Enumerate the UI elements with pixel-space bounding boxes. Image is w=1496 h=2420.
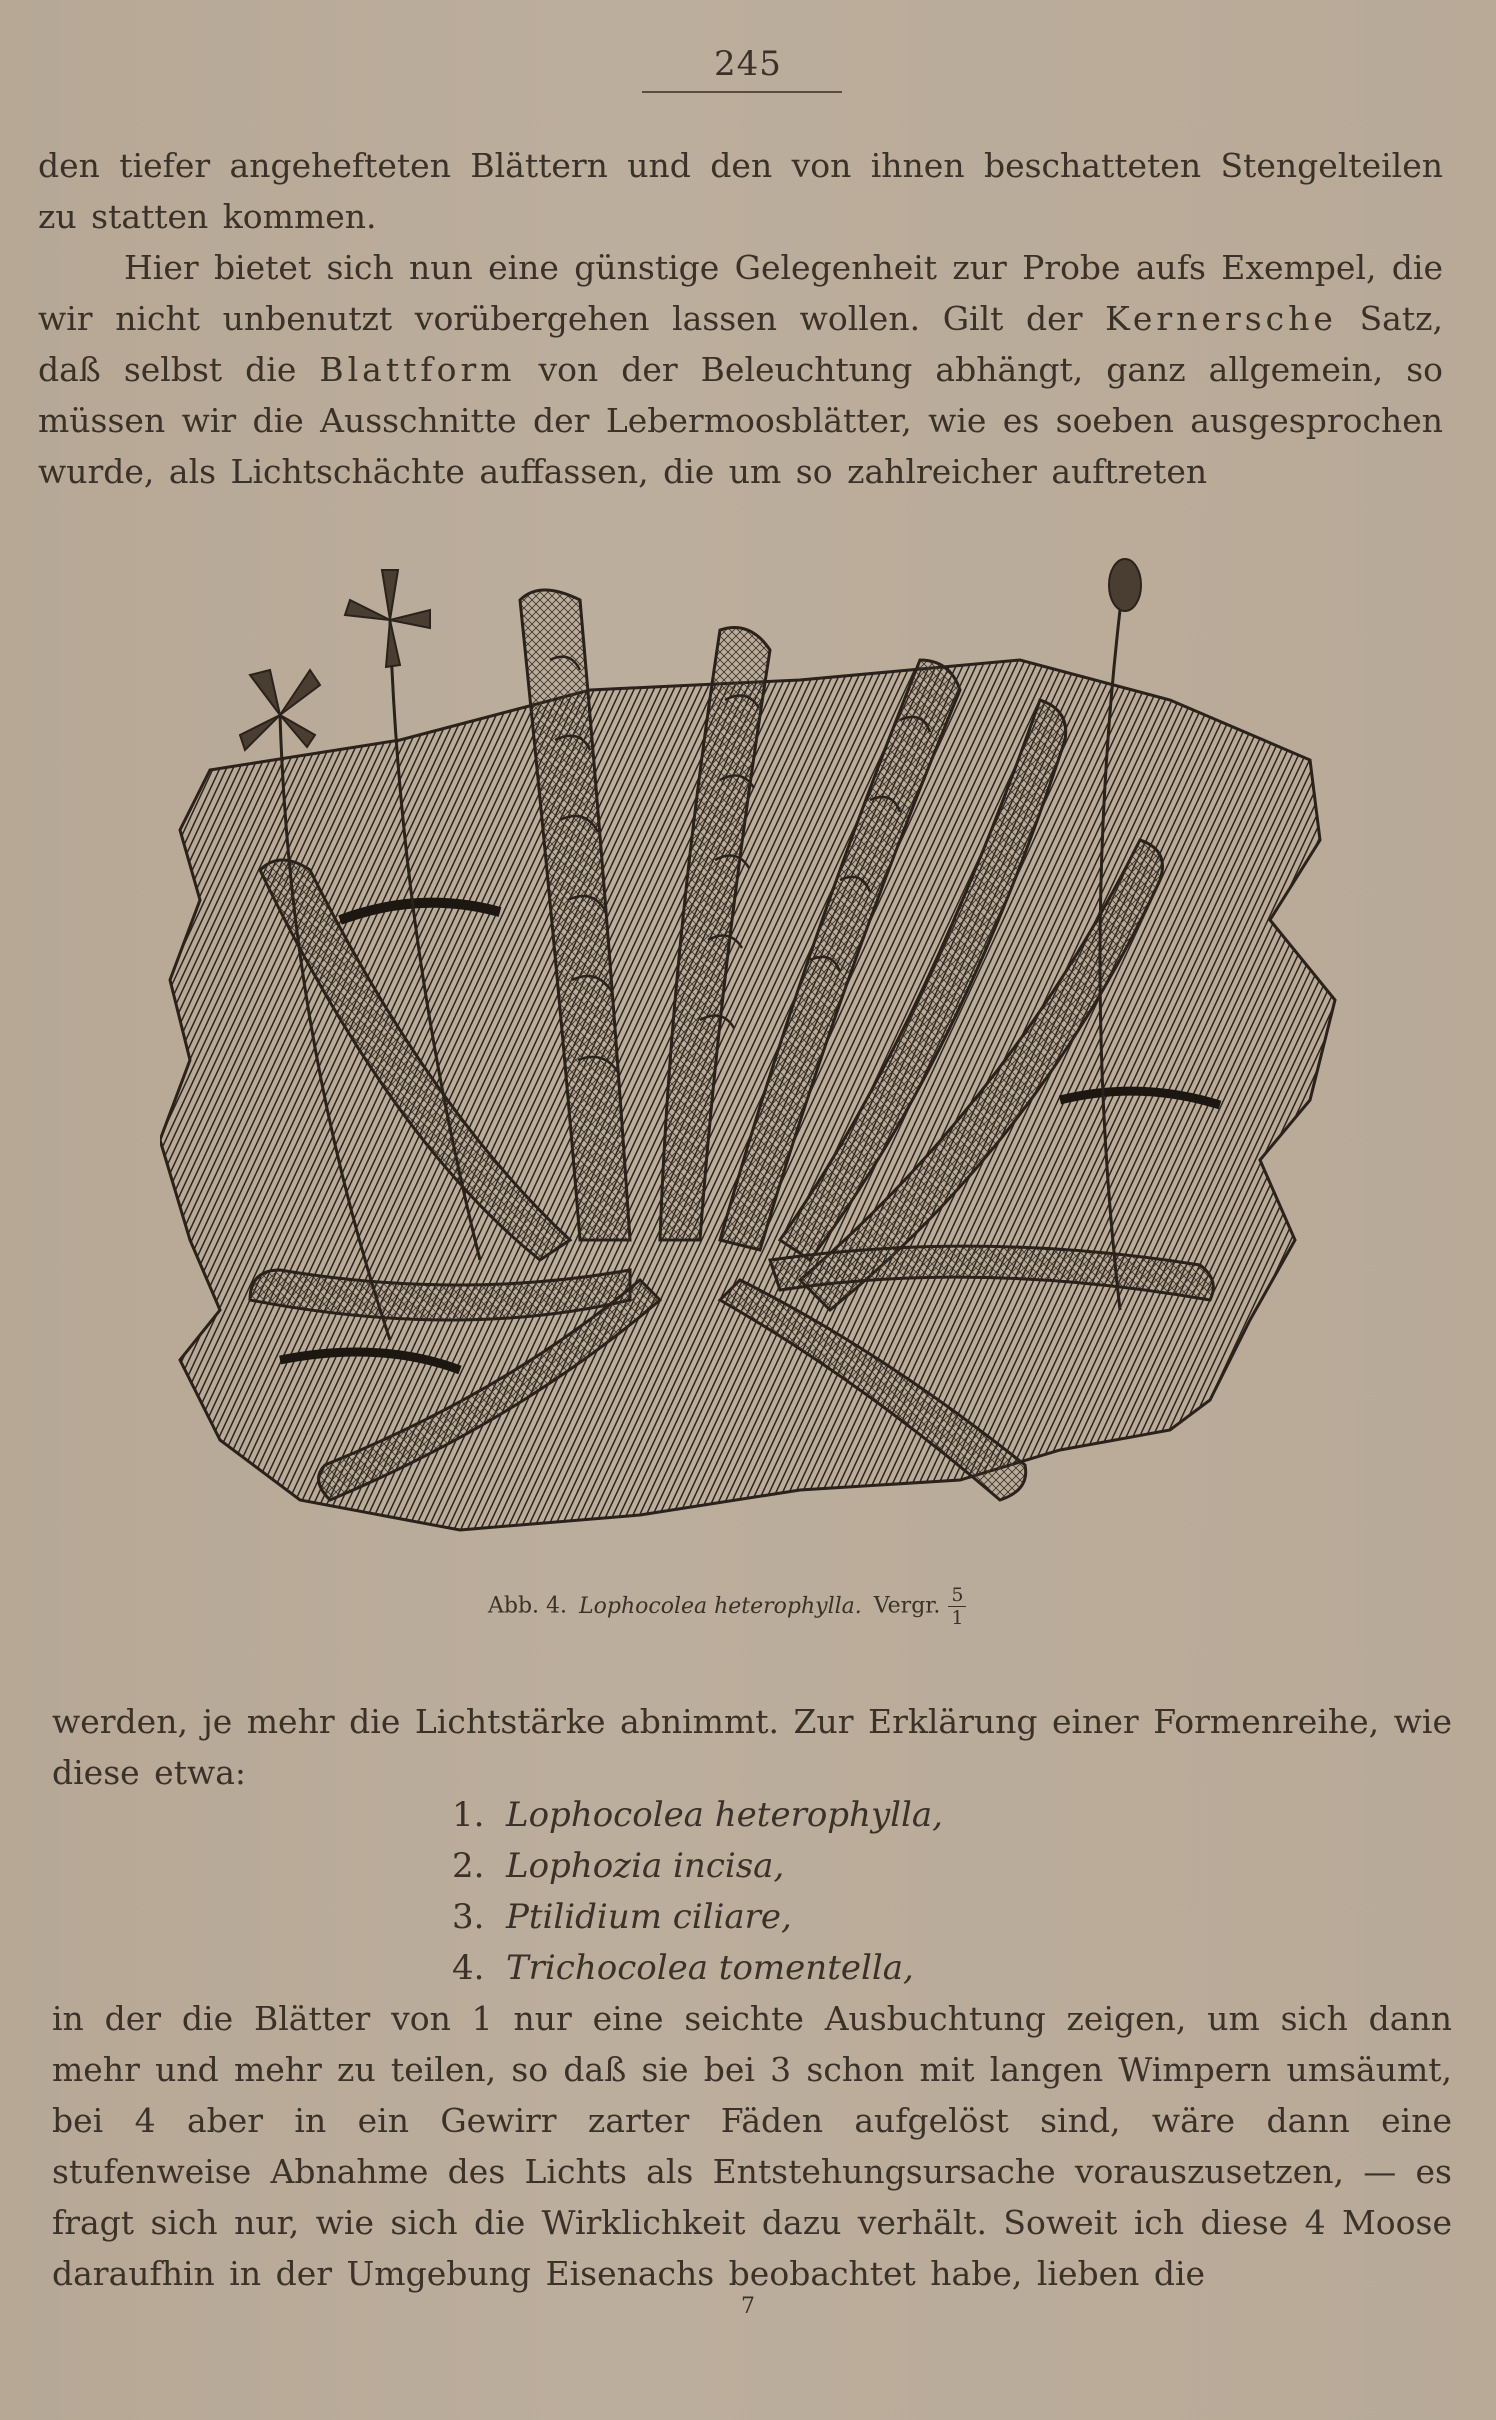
page-number: 245	[714, 44, 782, 84]
caption-prefix: Abb. 4.	[488, 1593, 568, 1619]
list-item	[452, 1943, 943, 1994]
figure-illustration	[160, 540, 1340, 1560]
list-item	[452, 1841, 943, 1892]
paragraph-conclusion: in der die Blätter von 1 nur eine seichte Ausbuchtung zeigen, um sich dann mehr und mehr zu teilen, so daß sie bei 3 schon mit langen Wimpern umsäumt, bei 4 aber in ein Gewirr zarter Fäden aufgelöst sind, wäre dann eine stufenweise Abnahme des Lichts als Entstehungsursache vorauszusetzen, — es fragt sich nur, wie sich die Wirklichkeit dazu verhält. Soweit ich diese 4 Moose daraufhin in der Umgebung Eisenachs beobachtet habe, lieben die	[52, 1999, 1452, 2293]
species-list	[452, 1790, 943, 1994]
paragraph-text: Satz, daß selbst die	[38, 299, 1443, 389]
spaced-term-kernersche: Kernersche	[1105, 299, 1337, 338]
magnification-fraction	[948, 1584, 966, 1629]
signature-mark: 7	[741, 2294, 755, 2319]
fraction-numerator: 5	[948, 1584, 966, 1607]
species-name: Ptilidium ciliare,	[506, 1897, 792, 1937]
paragraph-text: von der Beleuchtung abhängt, ganz allgemein, so müssen wir die Ausschnitte der Lebermoosblätter, wie es soeben ausgesprochen wurde, als Lichtschächte auffassen, die um so zahlreicher auftreten	[38, 350, 1444, 491]
figure-caption	[488, 1584, 1028, 1629]
spaced-term-blattform: Blattform	[319, 350, 516, 389]
paragraph-series-intro: werden, je mehr die Lichtstärke abnimmt. Zur Erklärung einer Formenreihe, wie diese etwa:	[52, 1702, 1452, 1792]
caption-magnification-label: Vergr.	[873, 1593, 941, 1619]
species-name: Lophocolea heterophylla,	[506, 1795, 943, 1835]
paragraph-kerner	[38, 242, 1443, 497]
list-item	[452, 1790, 943, 1841]
species-name: Trichocolea tomentella,	[506, 1948, 914, 1988]
paragraph-text: Hier bietet sich nun eine günstige Gelegenheit zur Probe aufs Exempel, die wir nicht unbenutzt vorübergehen lassen wollen. Gilt der	[38, 248, 1443, 338]
species-name: Lophozia incisa,	[506, 1846, 785, 1886]
header-rule	[642, 91, 842, 93]
paragraph-intro: den tiefer angehefteten Blättern und den von ihnen beschatteten Stengelteilen zu statten kommen.	[38, 146, 1443, 236]
list-item	[452, 1892, 943, 1943]
list-number: 3.	[452, 1897, 485, 1937]
caption-title: Lophocolea heterophylla.	[579, 1593, 862, 1619]
list-number: 1.	[452, 1795, 485, 1835]
fraction-denominator: 1	[951, 1607, 964, 1629]
list-number: 2.	[452, 1846, 485, 1886]
list-number: 4.	[452, 1948, 485, 1988]
